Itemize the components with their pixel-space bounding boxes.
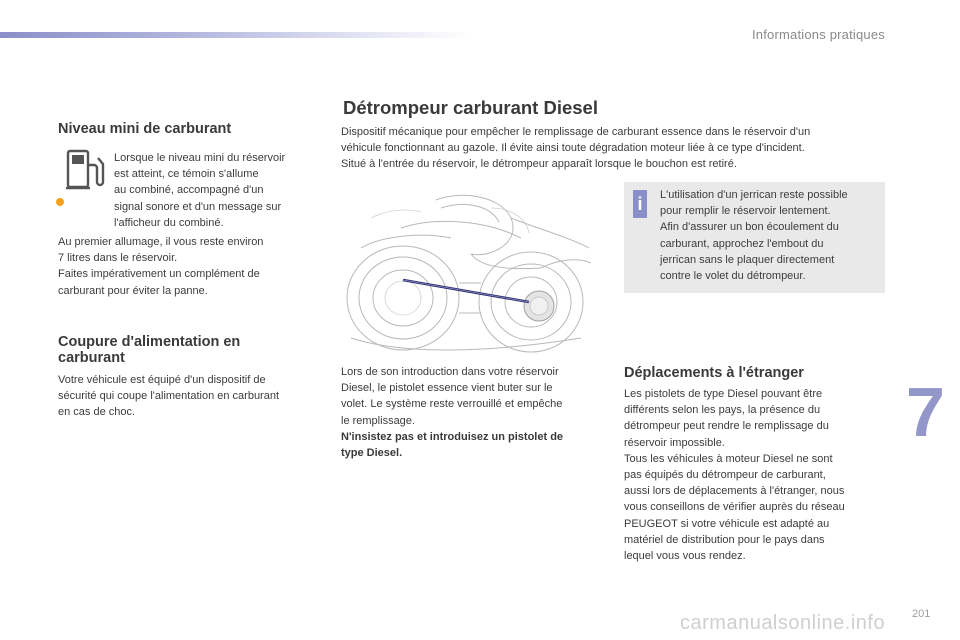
coupure-title: Coupure d'alimentation en carburant bbox=[58, 334, 241, 366]
page-number: 201 bbox=[912, 608, 931, 620]
chapter-number: 7 bbox=[906, 373, 945, 451]
detrompeur-intro-text: Lors de son introduction dans votre réservoir Diesel, le pistolet essence vient buter sur le volet. Le système reste verrouillé et empêche le remplissage. N'insistez pas et introduisez un pistolet de type Diesel. bbox=[341, 364, 599, 461]
niveau-extra-text: Au premier allumage, il vous reste environ 7 litres dans le réservoir. Faites impérativement un complément de carburant pour éviter la panne. bbox=[58, 236, 264, 297]
coupure-text: Votre véhicule est équipé d'un dispositif de sécurité qui coupe l'alimentation en carburant en cas de choc. bbox=[58, 374, 280, 419]
detrompeur-text: Dispositif mécanique pour empêcher le remplissage de carburant essence dans le réservoir d'un véhicule fonctionnant au gazole. Il évite ainsi toute dégradation moteur liée à ce type d'incident. Situé à l'entrée du réservoir, le détrompeur apparaît lorsque le bouchon est retiré. bbox=[341, 126, 811, 171]
header-accent-bar bbox=[0, 32, 470, 38]
niveau-text: Lorsque le niveau mini du réservoir est atteint, ce témoin s'allume au combiné, accompagné d'un signal sonore et d'un message sur l'afficheur du combiné. bbox=[114, 152, 286, 229]
niveau-title: Niveau mini de carburant bbox=[58, 121, 232, 137]
info-icon: i bbox=[633, 190, 647, 218]
detrompeur-title: Détrompeur carburant Diesel bbox=[343, 97, 598, 118]
info-box-text: L'utilisation d'un jerrican reste possible pour remplir le réservoir lentement. Afin d'assurer un bon écoulement du carburant, approchez l'embout du jerrican sans le plaquer directement contre le volet du détrompeur. bbox=[660, 189, 848, 283]
fuel-pump-icon bbox=[66, 147, 106, 193]
deplacements-text: Les pistolets de type Diesel pouvant être différents selon les pays, la présence du détrompeur peut rendre le remplissage du réservoir impossible. Tous les véhicules à moteur Diesel ne sont pas équipés du détrompeur de carburant, aussi lors de déplacements à l'étranger, nous vous conseillons de vérifier auprès du réseau PEUGEOT si votre véhicule est adapté au matériel de distribution pour le pays dans lequel vous vous rendez. bbox=[624, 388, 845, 563]
deplacements-title: Déplacements à l'étranger bbox=[624, 365, 804, 381]
footer-watermark[interactable]: carmanualsonline.info bbox=[680, 612, 886, 634]
fuel-filler-illustration bbox=[341, 188, 591, 356]
warning-text-line-1: N'insistez pas et introduisez un pistolet de bbox=[341, 430, 564, 443]
info-box bbox=[624, 182, 885, 293]
section-label: Informations pratiques bbox=[751, 27, 885, 42]
warning-indicator bbox=[56, 198, 64, 206]
warning-text-line-2: type Diesel. bbox=[341, 447, 403, 460]
